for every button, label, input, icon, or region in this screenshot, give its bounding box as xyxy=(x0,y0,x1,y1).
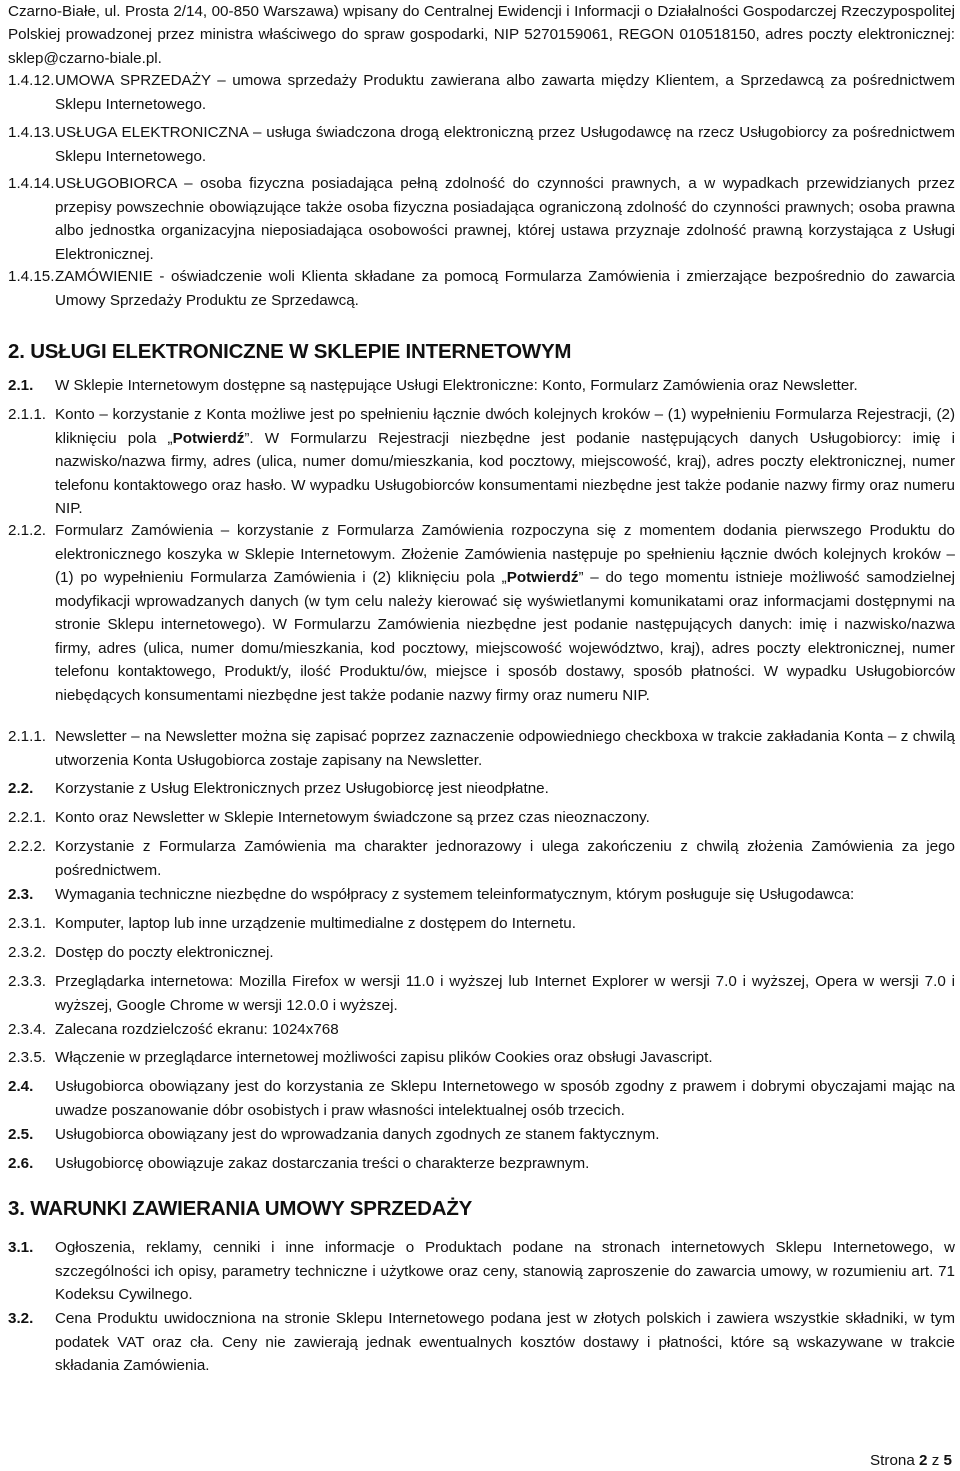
item-text: Dostęp do poczty elektronicznej. xyxy=(55,944,274,961)
item-number: 2.3. xyxy=(8,886,34,903)
item-text: Usługobiorcę obowiązuje zakaz dostarczania treści o charakterze bezprawnym. xyxy=(55,1155,590,1172)
item-number: 2.2. xyxy=(8,780,34,797)
section-heading: 2. USŁUGI ELEKTRONICZNE W SKLEPIE INTERNETOWYM xyxy=(8,340,572,363)
item-text: Włączenie w przeglądarce internetowej możliwości zapisu plików Cookies oraz obsługi Javascript. xyxy=(55,1049,713,1066)
item-text: UMOWA SPRZEDAŻY – umowa sprzedaży Produktu zawierana albo zawarta między Klientem, a Sprzedawcą za pośrednictwem Sklepu Internetowego. xyxy=(55,72,955,113)
item-number: 1.4.12. xyxy=(8,72,55,89)
section-item xyxy=(8,403,955,521)
item-text: Usługobiorca obowiązany jest do korzystania ze Sklepu Internetowego w sposób zgodny z prawem i dobrymi obyczajami mając na uwadze poszanowanie dóbr osobistych i praw własności intelektualnej osób trzecich. xyxy=(55,1078,955,1119)
item-number: 2.2.2. xyxy=(8,838,46,855)
item-number: 1.4.15. xyxy=(8,268,55,285)
definition-item xyxy=(8,172,955,266)
definition-item xyxy=(8,121,955,168)
section-item xyxy=(8,835,955,882)
item-text: Ogłoszenia, reklamy, cenniki i inne informacje o Produktach podane na stronach internetowych Sklepu Internetowego, w szczególności ich opisy, parametry techniczne i użytkowe oraz ceny, stanowią zaproszenie do zawarcia umowy, w rozumieniu art. 71 Kodeksu Cywilnego. xyxy=(55,1239,955,1303)
intro-paragraph: Czarno-Białe, ul. Prosta 2/14, 00-850 Warszawa) wpisany do Centralnej Ewidencji i Informacji o Działalności Gospodarczej Rzeczypospolitej Polskiej prowadzonej przez ministra właściwego do spraw gospodarki, NIP 5270159061, REGON 010518150, adres poczty elektronicznej: sklep@czarno-biale.pl. xyxy=(8,3,955,67)
item-number: 2.3.1. xyxy=(8,915,46,932)
item-text: Wymagania techniczne niezbędne do współpracy z systemem teleinformatycznym, którym posługuje się Usługodawca: xyxy=(55,886,855,903)
section-item xyxy=(8,1152,955,1176)
section-item xyxy=(8,806,955,830)
item-text: Usługobiorca obowiązany jest do wprowadzania danych zgodnych ze stanem faktycznym. xyxy=(55,1126,660,1143)
footer-separator: z xyxy=(931,1452,940,1469)
item-number: 2.3.2. xyxy=(8,944,46,961)
item-text: Cena Produktu uwidoczniona na stronie Sklepu Internetowego podana jest w złotych polskich i zawiera wszystkie składniki, w tym podatek VAT oraz cła. Ceny nie zawierają jednak ewentualnych kosztów dostawy i płatności, które są wskazywane w trakcie składania Zamówienia. xyxy=(55,1310,955,1374)
definition-item xyxy=(8,69,955,116)
section-item xyxy=(8,725,955,772)
item-text: Newsletter – na Newsletter można się zapisać poprzez zaznaczenie odpowiedniego checkboxa w trakcie zakładania Konta – z chwilą utworzenia Konta Usługobiorca zostaje zapisany na Newsletter. xyxy=(55,728,955,769)
section-item xyxy=(8,883,955,907)
item-number: 2.3.4. xyxy=(8,1021,46,1038)
item-number: 2.3.3. xyxy=(8,973,46,990)
item-text: Konto – korzystanie z Konta możliwe jest po spełnieniu łącznie dwóch kolejnych kroków – (1) wypełnieniu Formularza Rejestracji, (2) kliknięciu pola „Potwierdź”. W Formularzu Rejestracji niezbędne jest podanie następujących danych Usługobiorcy: imię i nazwisko/nazwa firmy, adres (ulica, numer domu/mieszkania, kod pocztowy, miejscowość, kraj), adres poczty elektronicznej, numer telefonu kontaktowego oraz hasło. W wypadku Usługobiorców konsumentami niezbędne jest także podanie nazwy firmy oraz numeru NIP. xyxy=(55,406,955,517)
item-text: Korzystanie z Formularza Zamówienia ma charakter jednorazowy i ulega zakończeniu z chwilą złożenia Zamówienia za jego pośrednictwem. xyxy=(55,838,955,879)
section-item xyxy=(8,970,955,1017)
item-text: Komputer, laptop lub inne urządzenie multimedialne z dostępem do Internetu. xyxy=(55,915,576,932)
item-text: Zalecana rozdzielczość ekranu: 1024x768 xyxy=(55,1021,339,1038)
item-text: Konto oraz Newsletter w Sklepie Internetowym świadczone są przez czas nieoznaczony. xyxy=(55,809,650,826)
item-number: 2.1.1. xyxy=(8,406,46,423)
strong-text: Potwierdź xyxy=(172,429,245,447)
item-number: 2.2.1. xyxy=(8,809,46,826)
section-item xyxy=(8,777,955,801)
item-text: ZAMÓWIENIE - oświadczenie woli Klienta składane za pomocą Formularza Zamówienia i zmierzające bezpośrednio do zawarcia Umowy Sprzedaży Produktu ze Sprzedawcą. xyxy=(55,268,955,309)
section-item xyxy=(8,1236,955,1307)
section-item xyxy=(8,374,955,398)
item-number: 2.1. xyxy=(8,377,34,394)
footer-page-number: 2 xyxy=(919,1452,928,1469)
item-number: 2.4. xyxy=(8,1078,34,1095)
section-item xyxy=(8,1307,955,1378)
section-item xyxy=(8,1046,955,1070)
item-number: 3.2. xyxy=(8,1310,34,1327)
item-number: 2.1.1. xyxy=(8,728,46,745)
item-text: USŁUGOBIORCA – osoba fizyczna posiadająca pełną zdolność do czynności prawnych, a w wypadkach przewidzianych przez przepisy powszechnie obowiązujące także osoba fizyczna posiadająca ograniczoną zdolność do czynności prawnych; osoba prawna albo jednostka organizacyjna nieposiadająca osobowości prawnej, której ustawa przyznaje zdolność prawną korzystająca z Usługi Elektronicznej. xyxy=(55,175,955,263)
section-item xyxy=(8,912,955,936)
item-text: Przeglądarka internetowa: Mozilla Firefox w wersji 11.0 i wyższej lub Internet Explorer w wersji 7.0 i wyższej, Opera w wersji 7.0 i wyższej, Google Chrome w wersji 12.0.0 i wyższej. xyxy=(55,973,955,1014)
section-item xyxy=(8,941,955,965)
definition-item xyxy=(8,265,955,312)
footer-label: Strona xyxy=(870,1452,915,1469)
strong-text: Potwierdź xyxy=(506,569,579,586)
item-number: 2.5. xyxy=(8,1126,34,1143)
section-heading: 3. WARUNKI ZAWIERANIA UMOWY SPRZEDAŻY xyxy=(8,1197,473,1220)
item-number: 2.3.5. xyxy=(8,1049,46,1066)
item-number: 1.4.13. xyxy=(8,124,55,141)
section-item xyxy=(8,519,955,707)
footer-total-pages: 5 xyxy=(943,1452,952,1469)
item-number: 3.1. xyxy=(8,1239,34,1256)
item-text: W Sklepie Internetowym dostępne są następujące Usługi Elektroniczne: Konto, Formularz Zamówienia oraz Newsletter. xyxy=(55,377,858,394)
item-text: Formularz Zamówienia – korzystanie z Formularza Zamówienia rozpoczyna się z momentem dodania pierwszego Produktu do elektronicznego koszyka w Sklepie Internetowym. Złożenie Zamówienia następuje po spełnieniu łącznie dwóch kolejnych kroków – (1) po wypełnieniu Formularza Zamówienia i (2) kliknięciu pola „Potwierdź” – do tego momentu istnieje możliwość samodzielnej modyfikacji wprowadzanych danych (w tym celu należy kierować się wyświetlanymi komunikatami oraz informacjami dostępnymi na stronie Sklepu internetowego). W Formularzu Zamówienia niezbędne jest podanie następujących danych: imię i nazwisko/nazwa firmy, adres (ulica, numer domu/mieszkania, kod pocztowy, miejscowość województwo, kraj), adres poczty elektronicznej, numer telefonu kontaktowego, Produkt/y, ilość Produktu/ów, miejsce i sposób dostawy, sposób płatności. W wypadku Usługobiorców niebędących konsumentami niezbędne jest także podanie nazwy firmy oraz numeru NIP. xyxy=(55,522,956,704)
page-footer xyxy=(870,1452,952,1470)
item-number: 1.4.14. xyxy=(8,175,55,192)
item-number: 2.6. xyxy=(8,1155,34,1172)
section-item xyxy=(8,1123,955,1147)
section-item xyxy=(8,1075,955,1122)
item-number: 2.1.2. xyxy=(8,522,46,539)
item-text: Korzystanie z Usług Elektronicznych przez Usługobiorcę jest nieodpłatne. xyxy=(55,780,549,797)
item-text: USŁUGA ELEKTRONICZNA – usługa świadczona drogą elektroniczną przez Usługodawcę na rzecz Usługobiorcy za pośrednictwem Sklepu Internetowego. xyxy=(55,124,955,165)
section-item xyxy=(8,1018,955,1042)
